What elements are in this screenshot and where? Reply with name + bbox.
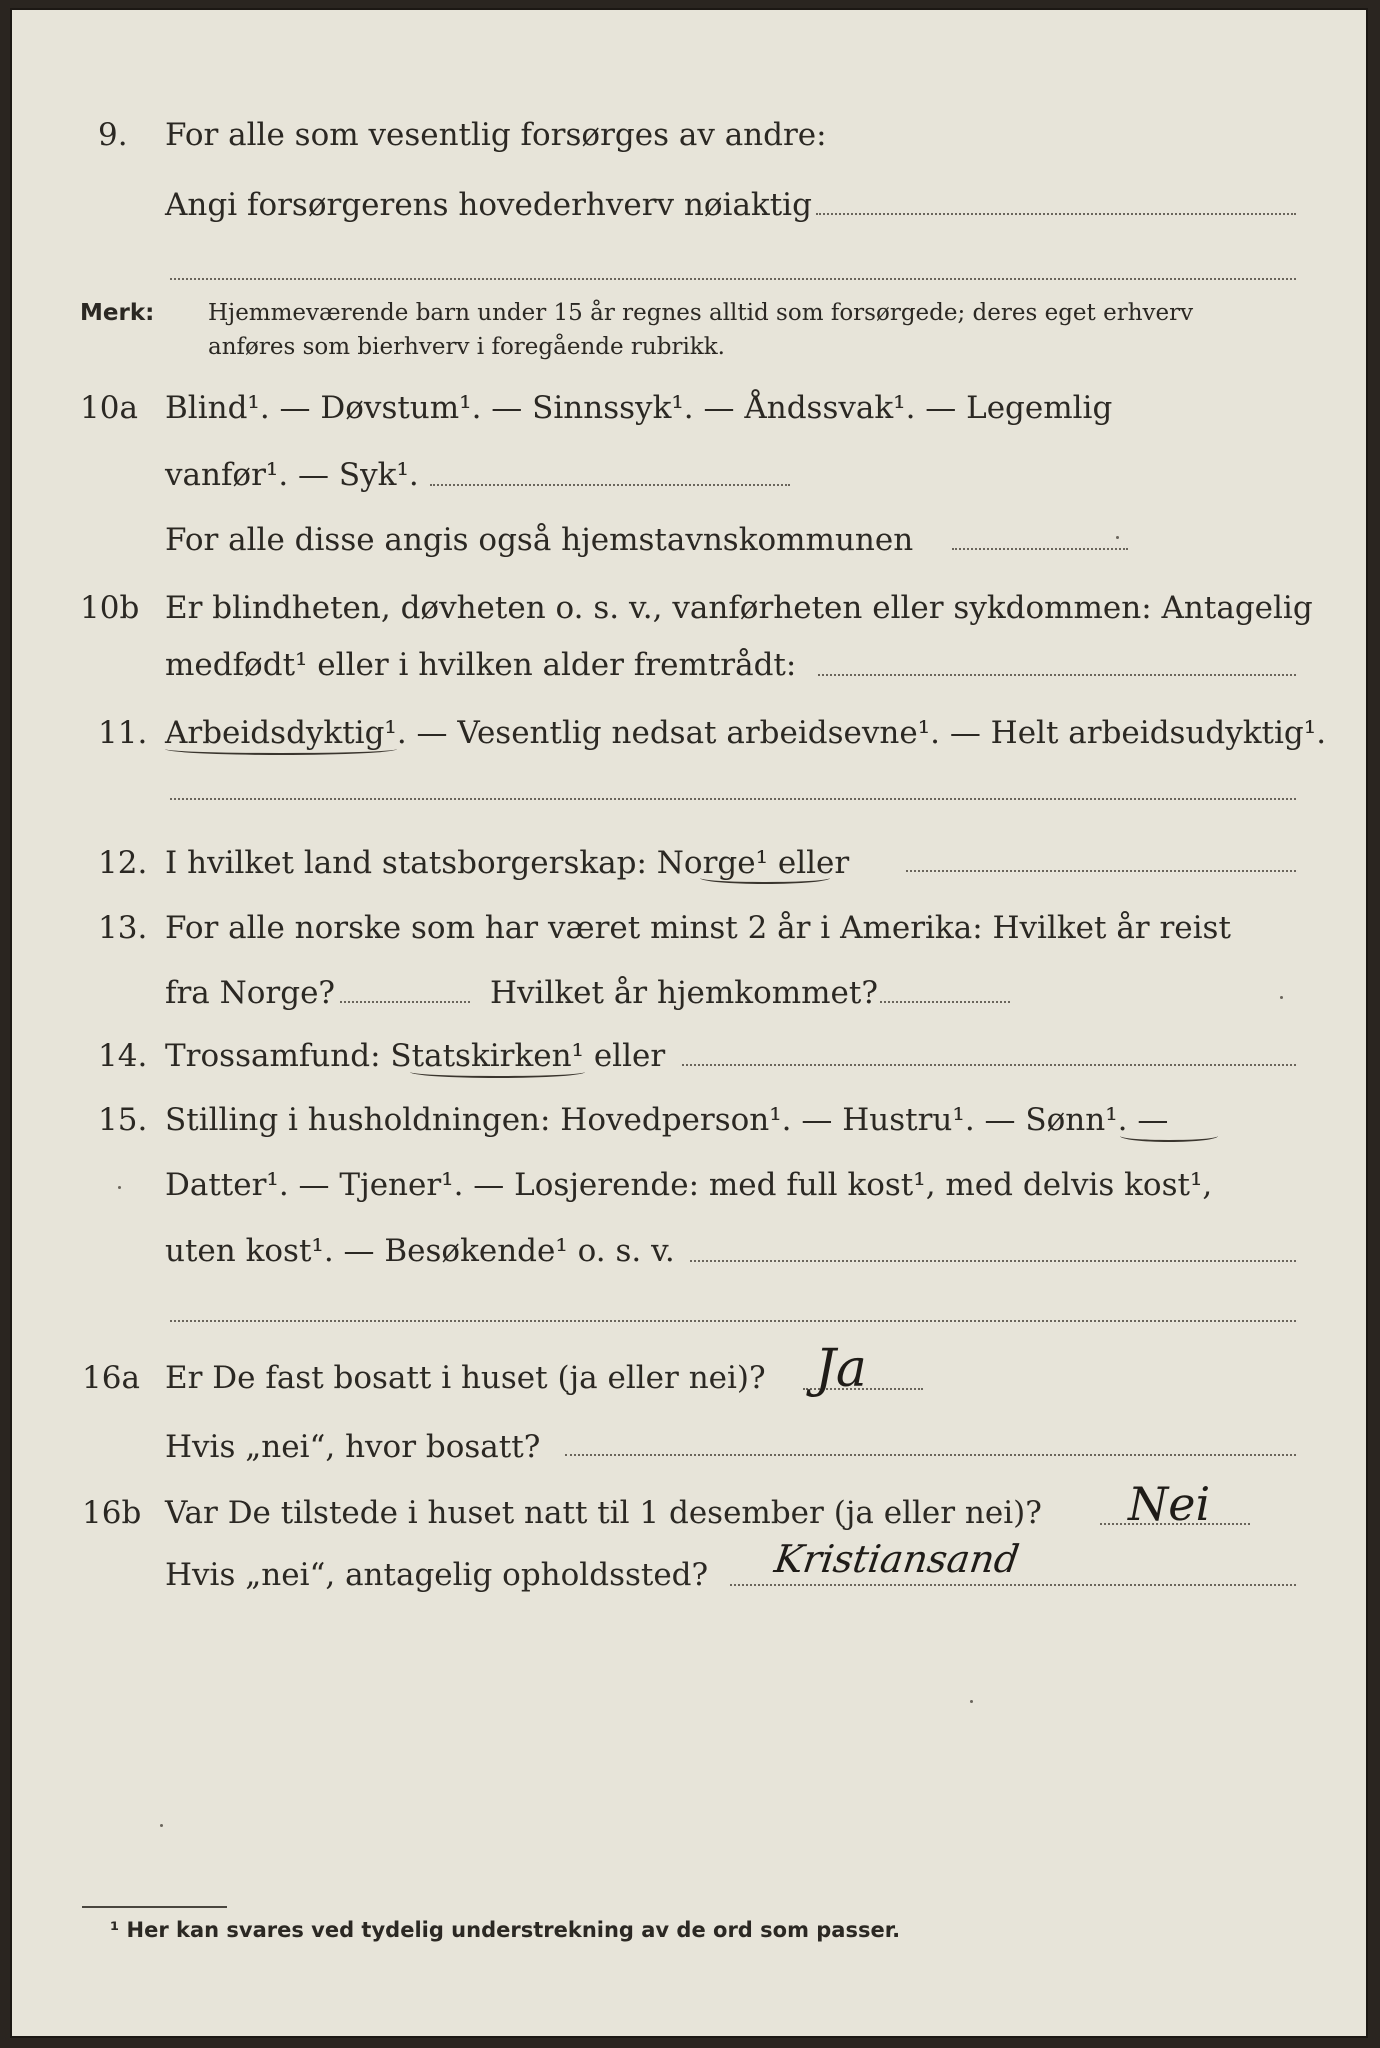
q10a-text-2: vanfør¹. — Syk¹. xyxy=(165,457,419,493)
q14-row xyxy=(10,1038,1368,1101)
q16a-row xyxy=(10,1360,1368,1423)
q11-number: 11. xyxy=(98,715,148,751)
q10a-row-2 xyxy=(10,457,1368,520)
q12-number: 12. xyxy=(98,845,148,881)
q10b-text-2: medfødt¹ eller i hvilken alder fremtrådt: xyxy=(165,647,797,683)
q10a-text: Blind¹. — Døvstum¹. — Sinnssyk¹. — Åndssvak¹. — Legemlig xyxy=(165,390,1113,426)
q13-text-2b: Hvilket år hjemkommet? xyxy=(490,975,878,1011)
q13-return-year-line xyxy=(880,1001,1010,1003)
merk-text-1: Hjemmeværende barn under 15 år regnes alltid som forsørgede; deres eget erhverv xyxy=(208,300,1194,326)
q12-text: I hvilket land statsborgerskap: Norge¹ eller xyxy=(165,845,850,881)
q16b-text: Var De tilstede i huset natt til 1 desember (ja eller nei)? xyxy=(165,1495,1042,1531)
q16a-number: 16a xyxy=(82,1360,140,1396)
q10b-text: Er blindheten, døvheten o. s. v., vanførheten eller sykdommen: Antagelig xyxy=(165,590,1313,626)
q15-row-3 xyxy=(10,1233,1368,1296)
q10a-number: 10a xyxy=(80,390,138,426)
q10a-text-3: For alle disse angis også hjemstavnskommunen xyxy=(165,522,914,558)
q16b-handwritten-location: Kristiansand xyxy=(771,1537,1022,1581)
q10b-answer-line xyxy=(818,674,1296,676)
q16a-text: Er De fast bosatt i huset (ja eller nei)? xyxy=(165,1360,766,1396)
merk-text-2: anføres som bierhverv i foregående rubrikk. xyxy=(208,334,725,360)
q12-underline-mark xyxy=(700,872,830,884)
q15-text-3: uten kost¹. — Besøkende¹ o. s. v. xyxy=(165,1233,675,1269)
q10a-row-3 xyxy=(10,522,1368,585)
q15-text-2: Datter¹. — Tjener¹. — Losjerende: med full kost¹, med delvis kost¹, xyxy=(165,1167,1213,1203)
q15-text: Stilling i husholdningen: Hovedperson¹. — Hustru¹. — Sønn¹. — xyxy=(165,1102,1169,1138)
q16b-text-2: Hvis „nei“, antagelig opholdssted? xyxy=(165,1557,709,1593)
q15-answer-line xyxy=(690,1260,1296,1262)
q10b-row xyxy=(10,590,1368,653)
q11-underline-mark xyxy=(165,743,397,755)
paper-speck xyxy=(1116,536,1119,539)
q13-left-year-line xyxy=(340,1001,470,1003)
q9-text-2: Angi forsørgerens hovederhverv nøiaktig xyxy=(165,187,812,223)
q9-answer-line-2 xyxy=(170,278,1296,280)
q12-answer-line xyxy=(906,870,1296,872)
q10a-hometown-line xyxy=(952,548,1128,550)
q15-number: 15. xyxy=(98,1102,148,1138)
paper-speck xyxy=(160,1824,163,1827)
q11-text: Arbeidsdyktig¹. — Vesentlig nedsat arbeidsevne¹. — Helt arbeidsudyktig¹. xyxy=(165,715,1327,751)
q14-text: Trossamfund: Statskirken¹ eller xyxy=(165,1038,666,1074)
q9-text: For alle som vesentlig forsørges av andre: xyxy=(165,117,827,153)
q12-row xyxy=(10,845,1368,908)
q9-number: 9. xyxy=(98,117,128,153)
paper-speck xyxy=(1280,996,1283,999)
paper-speck xyxy=(970,1700,973,1703)
q14-number: 14. xyxy=(98,1038,148,1074)
q15-underline-mark xyxy=(1120,1130,1218,1142)
q16a-residence-line xyxy=(565,1454,1296,1456)
q9-answer-line xyxy=(816,213,1296,215)
q14-answer-line xyxy=(682,1064,1296,1066)
q11-answer-line xyxy=(170,798,1296,800)
q10a-row xyxy=(10,390,1368,453)
footnote: ¹ Her kan svares ved tydelig understrekning av de ord som passer. xyxy=(110,1918,901,1942)
merk-label: Merk: xyxy=(80,300,155,326)
paper-speck xyxy=(118,1186,121,1189)
q16b-number: 16b xyxy=(82,1495,142,1531)
q16a-text-2: Hvis „nei“, hvor bosatt? xyxy=(165,1429,541,1465)
q14-underline-mark xyxy=(410,1066,585,1078)
q15-answer-line-2 xyxy=(170,1320,1296,1322)
q9-row xyxy=(10,117,1368,180)
q13-row xyxy=(10,910,1368,973)
q9-row-2 xyxy=(10,187,1368,250)
q13-text-2a: fra Norge? xyxy=(165,975,336,1011)
q13-number: 13. xyxy=(98,910,148,946)
merk-note-2 xyxy=(10,332,1368,392)
q13-text: For alle norske som har været minst 2 år i Amerika: Hvilket år reist xyxy=(165,910,1231,946)
q10b-row-2 xyxy=(10,647,1368,710)
q16b-handwritten-answer: Nei xyxy=(1128,1477,1211,1531)
q16a-handwritten-answer: Ja xyxy=(815,1339,867,1399)
footnote-rule xyxy=(82,1906,227,1908)
q16b-location-line xyxy=(730,1584,1296,1586)
q10a-answer-line xyxy=(430,484,790,486)
q13-row-2 xyxy=(10,975,1368,1038)
census-form-page xyxy=(10,8,1368,2038)
q10b-number: 10b xyxy=(80,590,140,626)
q15-row-2 xyxy=(10,1167,1368,1230)
